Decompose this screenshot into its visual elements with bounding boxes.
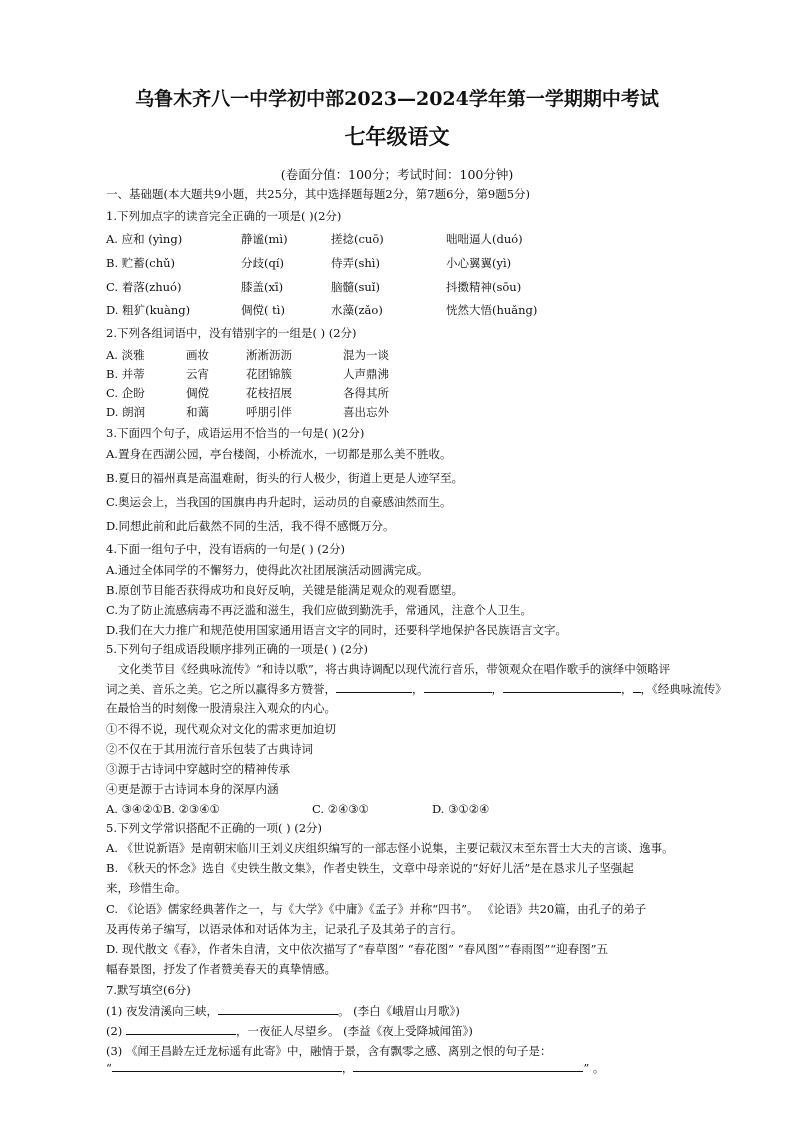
q2-a-3: 淅淅沥沥 (246, 348, 292, 362)
q5-item-2: ②不仅在于其用流行音乐包装了古典诗词 (106, 742, 313, 756)
q4-option-b: B.原创节目能否获得成功和良好反响，关键是能满足观众的观看愿望。 (106, 583, 464, 597)
q7-line-4 (106, 1060, 604, 1076)
q4-option-d: D.我们在大力推广和规范使用国家通用语言文字的同时，还要科学地保护各民族语言文字。 (106, 623, 567, 637)
q1-d-4: 恍然大悟(huǎng) (446, 303, 538, 317)
q5-choice-ab: A. ③④②①B. ②③④① (106, 802, 220, 816)
q5-passage-1: 文化类节目《经典咏流传》“和诗以歌”，将古典诗调配以现代流行音乐，带领观众在唱作歌手的演绎中领略评 (118, 662, 671, 676)
q5-item-1: ①不得不说，现代观众对文化的需求更加迫切 (106, 722, 336, 736)
q2-c-3: 花枝招展 (246, 386, 292, 400)
q2-d-1: D. 朗润 (106, 405, 146, 419)
q7-stem: 7.默写填空(6分) (106, 983, 191, 997)
q1-c-4: 抖擞精神(sōu) (446, 280, 522, 294)
q7-line-1 (106, 1003, 460, 1019)
q2-b-3: 花团锦簇 (246, 367, 292, 381)
q1-c-2: 膝盖(xī) (241, 280, 284, 294)
q5-blank-1[interactable] (336, 681, 412, 693)
q2-b-1: B. 并蒂 (106, 367, 145, 381)
q1-d-2: 倜傥( tì) (241, 303, 285, 317)
q1-d-3: 水藻(zǎo) (331, 303, 383, 317)
q1-c-1: C. 着落(zhuó) (106, 280, 182, 294)
q4-stem: 4.下面一组句子中，没有语病的一句是( ) (2分) (106, 542, 346, 556)
exam-info: (卷面分值：100分；考试时间：100分钟) (280, 167, 514, 182)
q2-c-1: C. 企盼 (106, 386, 145, 400)
q3-option-b: B.夏日的福州真是高温难耐，街头的行人极少，街道上更是人迹罕至。 (106, 471, 464, 485)
q1-b-2: 分歧(qí) (241, 256, 285, 270)
q5-passage-2: 词之美、音乐之美。它之所以赢得多方赞誉， ， ， ， ，《经典咏流传》 (106, 682, 727, 696)
q6-option-d-1: D. 现代散文《春》，作者朱自清，文中依次描写了“春草图” “春花图” “春风图”“春雨图”“迎春图”五 (106, 942, 608, 956)
q7-quote-open: “ (106, 1061, 112, 1075)
q2-b-4: 人声鼎沸 (343, 367, 389, 381)
q7-blank-4[interactable] (353, 1060, 583, 1072)
section-heading: 一、基础题(本大题共9小题，共25分，其中选择题每题2分，第7题6分，第9题5分) (106, 187, 531, 201)
q1-b-3: 侍弄(shì) (331, 256, 380, 270)
q1-a-3: 搓捻(cuō) (331, 232, 384, 246)
q5-passage-2b: ，《经典咏流传》 (640, 682, 727, 696)
q5-choice-d: D. ③①②④ (432, 802, 490, 816)
q7-quote-close: ” 。 (583, 1061, 605, 1075)
q2-a-2: 画妆 (186, 348, 209, 362)
q7-line-1-source: 。 (李白《峨眉山月歌》) (337, 1004, 460, 1018)
q3-option-c: C.奥运会上，当我国的国旗冉冉升起时，运动员的自豪感油然而生。 (106, 495, 452, 509)
q7-line-2-text: ，一夜征人尽望乡。 (李益《夜上受降城闻笛》) (235, 1024, 473, 1038)
q7-blank-2[interactable] (126, 1023, 236, 1035)
q2-stem: 2.下列各组词语中，没有错别字的一组是( ) (2分) (106, 326, 357, 340)
q5-item-4: ④更是源于古诗词本身的深厚内涵 (106, 782, 279, 796)
q5-blank-4[interactable] (633, 681, 641, 693)
q1-stem: 1.下列加点字的读音完全正确的一项是( )(2分) (106, 209, 342, 223)
q6-option-d-2: 幅春景图，抒发了作者赞美春天的真挚情感。 (106, 962, 336, 976)
q5-choice-c: C. ②④③① (312, 802, 369, 816)
q5-passage-2a: 词之美、音乐之美。它之所以赢得多方赞誉， (106, 682, 336, 696)
q6-option-b-1: B. 《秋天的怀念》选自《史铁生散文集》，作者史铁生，文章中母亲说的“好好儿活”是在恳求儿子坚强起 (106, 861, 634, 875)
q6-option-c-2: 及再传弟子编写，以语录体和对话体为主，记录孔子及其弟子的言行。 (106, 922, 463, 936)
q5-item-3: ③源于古诗词中穿越时空的精神传承 (106, 762, 290, 776)
q6-option-c-1: C. 《论语》儒家经典著作之一，与《大学》《中庸》《孟子》并称“四书”。 《论语》共20篇，由孔子的弟子 (106, 902, 647, 916)
q1-a-2: 静谧(mì) (241, 232, 288, 246)
q4-option-c: C.为了防止流感病毒不再泛滥和滋生，我们应做到勤洗手，常通风，注意个人卫生。 (106, 603, 533, 617)
q2-a-1: A. 淡雅 (106, 348, 145, 362)
q3-option-d: D.同想此前和此后截然不同的生活，我不得不感慨万分。 (106, 519, 395, 533)
q1-a-4: 咄咄逼人(duó) (446, 232, 523, 246)
q6-option-a: A. 《世说新语》是南朝宋临川王刘义庆组织编写的一部志怪小说集，主要记载汉末至东晋士大夫的言谈、逸事。 (106, 841, 674, 855)
q7-line-2-num: (2) (106, 1024, 123, 1038)
q3-stem: 3.下面四个句子，成语运用不恰当的一句是( )(2分) (106, 426, 365, 440)
q5-blank-2[interactable] (424, 681, 492, 693)
q3-option-a: A.置身在西湖公园，亭台楼阁，小桥流水，一切都是那么美不胜收。 (106, 447, 452, 461)
subject-title: 七年级语文 (344, 124, 450, 149)
q7-comma: ， (341, 1061, 354, 1075)
q7-line-3: (3) 《闻王昌龄左迁龙标遥有此寄》中，融情于景，含有飘零之感、离别之恨的句子是： (106, 1044, 552, 1058)
q2-d-3: 呼朋引伴 (246, 405, 292, 419)
q2-b-2: 云宵 (186, 367, 209, 381)
q2-d-4: 喜出忘外 (343, 405, 389, 419)
q5-blank-3[interactable] (503, 681, 621, 693)
q2-c-2: 倜傥 (186, 386, 209, 400)
q4-option-a: A.通过全体同学的不懈努力，使得此次社团展演活动圆满完成。 (106, 563, 429, 577)
q6-stem: 5.下列文学常识搭配不正确的一项( ) (2分) (106, 821, 323, 835)
q1-b-4: 小心翼翼(yì) (446, 256, 512, 270)
q7-line-1-text: (1) 夜发清溪向三峡， (106, 1004, 218, 1018)
q5-passage-3: 在最恰当的时刻像一股清泉注入观众的内心。 (106, 701, 336, 715)
q2-d-2: 和蔼 (186, 405, 209, 419)
q7-blank-1[interactable] (218, 1003, 338, 1015)
q1-a-1: A. 应和 (yìng) (106, 232, 183, 246)
q6-option-b-2: 来，珍惜生命。 (106, 881, 187, 895)
exam-title: 乌鲁木齐八一中学初中部2023—2024学年第一学期期中考试 (135, 88, 659, 110)
q2-c-4: 各得其所 (343, 386, 389, 400)
q1-c-3: 脑髓(suǐ) (331, 280, 380, 294)
q2-a-4: 混为一谈 (343, 348, 389, 362)
q7-line-2 (106, 1023, 473, 1039)
q5-stem: 5.下列句子组成语段顺序排列正确的一项是( ) (2分) (106, 642, 369, 656)
q1-b-1: B. 贮蓄(chǔ) (106, 256, 175, 270)
q1-d-1: D. 粗犷(kuàng) (106, 303, 191, 317)
q7-blank-3[interactable] (112, 1060, 342, 1072)
